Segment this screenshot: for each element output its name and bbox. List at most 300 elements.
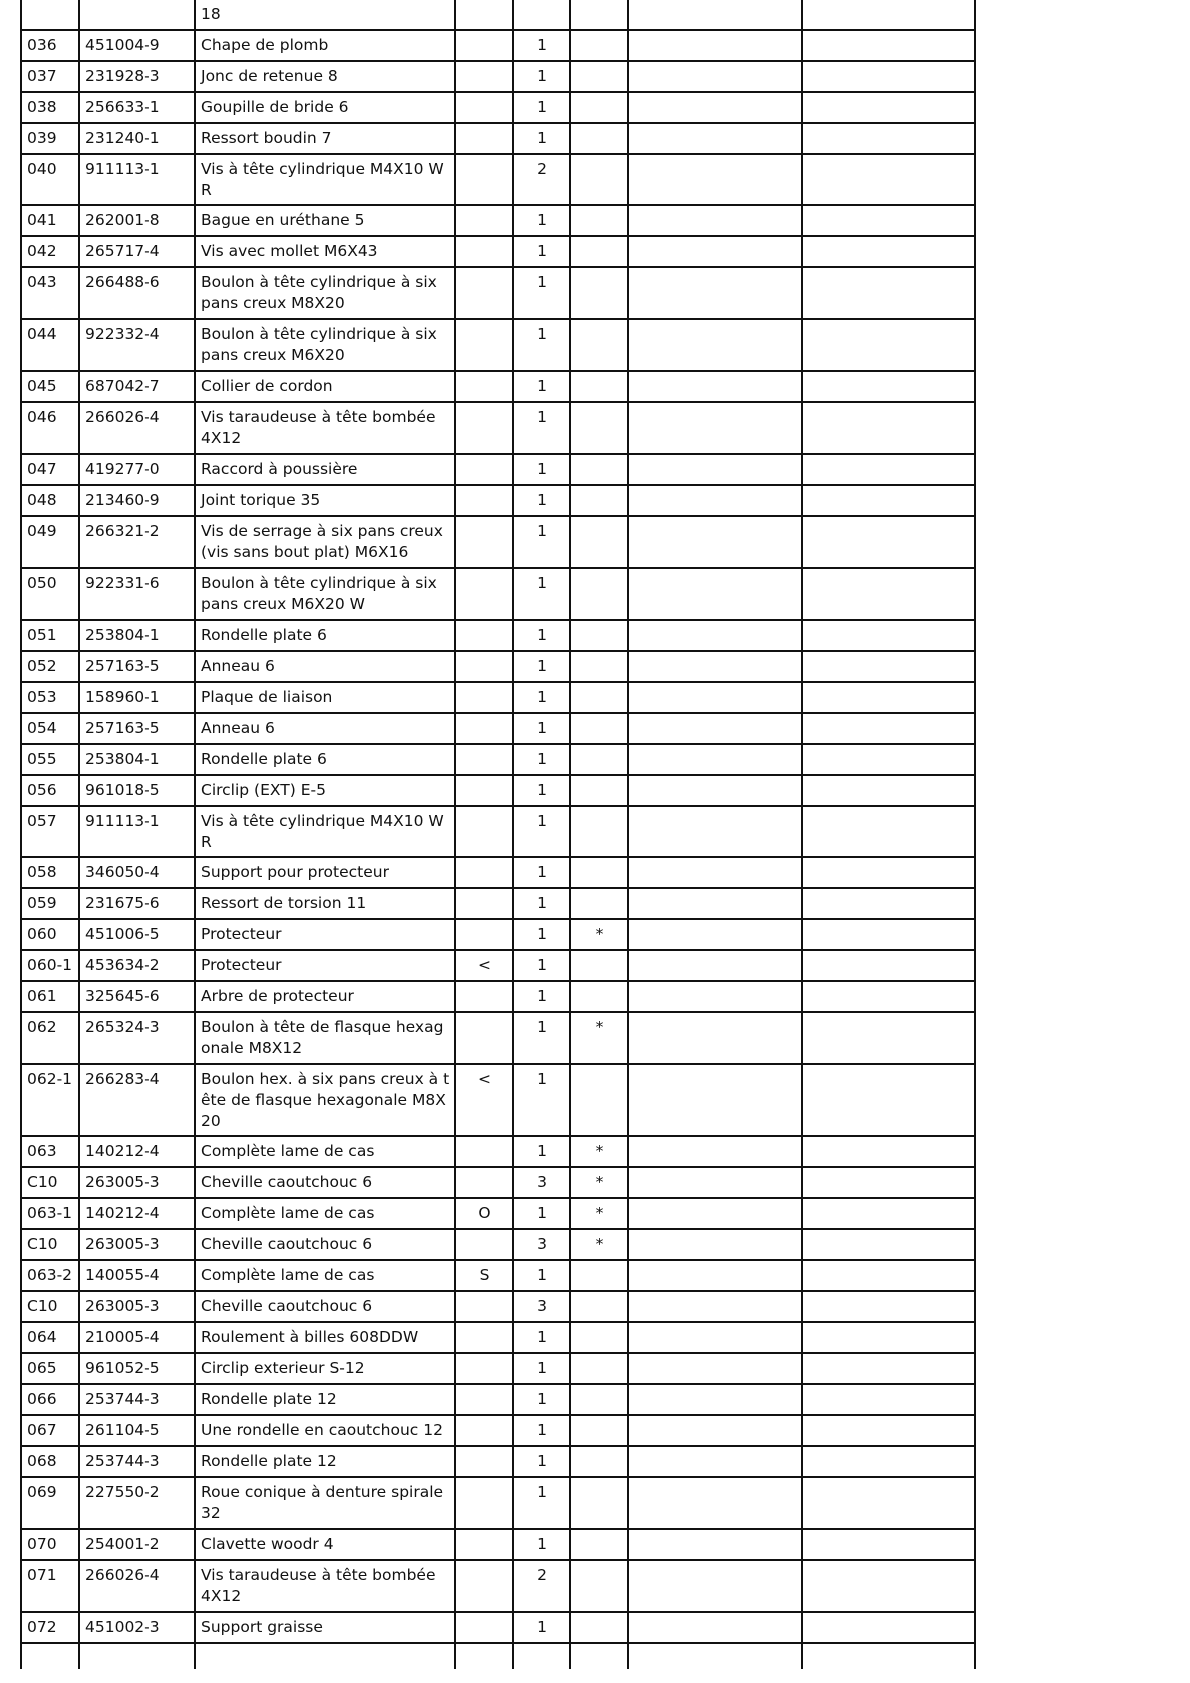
part-number-cell: 263005-3 bbox=[79, 1291, 195, 1322]
variant-code-cell bbox=[455, 682, 513, 713]
part-number-cell: 140212-4 bbox=[79, 1136, 195, 1167]
item-number-cell bbox=[21, 1643, 79, 1669]
table-row bbox=[21, 1012, 975, 1064]
mark-cell: * bbox=[570, 1012, 628, 1064]
description-cell: Complète lame de cas bbox=[195, 1136, 455, 1167]
table-row bbox=[21, 1415, 975, 1446]
empty-cell bbox=[802, 92, 975, 123]
part-number-cell: 213460-9 bbox=[79, 485, 195, 516]
description-cell: Roue conique à denture spirale 32 bbox=[195, 1477, 455, 1529]
item-number-cell: 067 bbox=[21, 1415, 79, 1446]
item-number-cell: 049 bbox=[21, 516, 79, 568]
empty-cell bbox=[628, 713, 802, 744]
description-cell: Cheville caoutchouc 6 bbox=[195, 1291, 455, 1322]
empty-cell bbox=[802, 1612, 975, 1643]
description-cell: Cheville caoutchouc 6 bbox=[195, 1229, 455, 1260]
empty-cell bbox=[628, 402, 802, 454]
item-number-cell: C10 bbox=[21, 1291, 79, 1322]
empty-cell bbox=[802, 744, 975, 775]
part-number-cell: 911113-1 bbox=[79, 154, 195, 205]
description-cell: Ressort de torsion 11 bbox=[195, 888, 455, 919]
empty-cell bbox=[628, 1477, 802, 1529]
empty-cell bbox=[628, 744, 802, 775]
description-cell: Rondelle plate 12 bbox=[195, 1384, 455, 1415]
part-number-cell: 262001-8 bbox=[79, 205, 195, 236]
item-number-cell: 058 bbox=[21, 857, 79, 888]
mark-cell bbox=[570, 485, 628, 516]
mark-cell bbox=[570, 205, 628, 236]
quantity-cell: 1 bbox=[513, 1136, 570, 1167]
variant-code-cell: < bbox=[455, 1064, 513, 1136]
item-number-cell: 062 bbox=[21, 1012, 79, 1064]
table-row bbox=[21, 516, 975, 568]
variant-code-cell bbox=[455, 1229, 513, 1260]
table-row bbox=[21, 92, 975, 123]
description-cell: Roulement à billes 608DDW bbox=[195, 1322, 455, 1353]
empty-cell bbox=[628, 0, 802, 30]
table-row bbox=[21, 651, 975, 682]
empty-cell bbox=[802, 806, 975, 857]
empty-cell bbox=[802, 620, 975, 651]
mark-cell bbox=[570, 1612, 628, 1643]
part-number-cell: 266488-6 bbox=[79, 267, 195, 319]
mark-cell bbox=[570, 454, 628, 485]
quantity-cell bbox=[513, 1643, 570, 1669]
quantity-cell: 2 bbox=[513, 154, 570, 205]
item-number-cell: 038 bbox=[21, 92, 79, 123]
part-number-cell: 253744-3 bbox=[79, 1446, 195, 1477]
part-number-cell: 922332-4 bbox=[79, 319, 195, 371]
empty-cell bbox=[628, 651, 802, 682]
empty-cell bbox=[628, 888, 802, 919]
item-number-cell: 037 bbox=[21, 61, 79, 92]
table-row bbox=[21, 744, 975, 775]
variant-code-cell bbox=[455, 1167, 513, 1198]
description-cell: Une rondelle en caoutchouc 12 bbox=[195, 1415, 455, 1446]
mark-cell bbox=[570, 516, 628, 568]
empty-cell bbox=[628, 1643, 802, 1669]
table-row bbox=[21, 30, 975, 61]
quantity-cell: 1 bbox=[513, 775, 570, 806]
item-number-cell: 046 bbox=[21, 402, 79, 454]
quantity-cell: 1 bbox=[513, 981, 570, 1012]
variant-code-cell bbox=[455, 568, 513, 620]
description-cell: Anneau 6 bbox=[195, 651, 455, 682]
quantity-cell: 3 bbox=[513, 1291, 570, 1322]
variant-code-cell bbox=[455, 1446, 513, 1477]
quantity-cell: 1 bbox=[513, 516, 570, 568]
quantity-cell: 1 bbox=[513, 30, 570, 61]
table-row bbox=[21, 775, 975, 806]
empty-cell bbox=[802, 981, 975, 1012]
table-row bbox=[21, 1198, 975, 1229]
empty-cell bbox=[802, 950, 975, 981]
mark-cell bbox=[570, 1064, 628, 1136]
table-row bbox=[21, 154, 975, 205]
quantity-cell: 1 bbox=[513, 744, 570, 775]
empty-cell bbox=[802, 371, 975, 402]
quantity-cell: 1 bbox=[513, 1384, 570, 1415]
item-number-cell: 045 bbox=[21, 371, 79, 402]
quantity-cell: 2 bbox=[513, 1560, 570, 1612]
empty-cell bbox=[628, 919, 802, 950]
table-row bbox=[21, 371, 975, 402]
empty-cell bbox=[628, 1353, 802, 1384]
quantity-cell: 1 bbox=[513, 1612, 570, 1643]
quantity-cell: 1 bbox=[513, 1446, 570, 1477]
quantity-cell: 1 bbox=[513, 888, 570, 919]
item-number-cell: 063 bbox=[21, 1136, 79, 1167]
description-cell: Boulon à tête de flasque hexagonale M8X12 bbox=[195, 1012, 455, 1064]
mark-cell bbox=[570, 857, 628, 888]
empty-cell bbox=[628, 806, 802, 857]
item-number-cell: 036 bbox=[21, 30, 79, 61]
parts-table bbox=[20, 0, 976, 1669]
description-cell: Ressort boudin 7 bbox=[195, 123, 455, 154]
empty-cell bbox=[802, 1229, 975, 1260]
part-number-cell: 253804-1 bbox=[79, 620, 195, 651]
item-number-cell: 050 bbox=[21, 568, 79, 620]
description-cell: Protecteur bbox=[195, 950, 455, 981]
parts-table-body bbox=[21, 0, 975, 1669]
variant-code-cell bbox=[455, 806, 513, 857]
item-number-cell: 056 bbox=[21, 775, 79, 806]
empty-cell bbox=[628, 454, 802, 485]
part-number-cell: 227550-2 bbox=[79, 1477, 195, 1529]
table-row bbox=[21, 888, 975, 919]
empty-cell bbox=[802, 205, 975, 236]
item-number-cell: 051 bbox=[21, 620, 79, 651]
quantity-cell: 1 bbox=[513, 485, 570, 516]
mark-cell: * bbox=[570, 1198, 628, 1229]
empty-cell bbox=[802, 61, 975, 92]
mark-cell bbox=[570, 371, 628, 402]
quantity-cell: 1 bbox=[513, 267, 570, 319]
quantity-cell: 1 bbox=[513, 806, 570, 857]
table-row bbox=[21, 1446, 975, 1477]
table-row bbox=[21, 857, 975, 888]
table-row bbox=[21, 1612, 975, 1643]
description-cell: Bague en uréthane 5 bbox=[195, 205, 455, 236]
description-cell: Protecteur bbox=[195, 919, 455, 950]
item-number-cell: 068 bbox=[21, 1446, 79, 1477]
empty-cell bbox=[628, 1198, 802, 1229]
empty-cell bbox=[628, 1012, 802, 1064]
mark-cell bbox=[570, 1446, 628, 1477]
empty-cell bbox=[628, 1612, 802, 1643]
empty-cell bbox=[628, 1529, 802, 1560]
table-row bbox=[21, 0, 975, 30]
table-row bbox=[21, 205, 975, 236]
mark-cell bbox=[570, 682, 628, 713]
mark-cell bbox=[570, 1643, 628, 1669]
item-number-cell: 059 bbox=[21, 888, 79, 919]
empty-cell bbox=[628, 1260, 802, 1291]
description-cell: Rondelle plate 6 bbox=[195, 620, 455, 651]
part-number-cell bbox=[79, 1643, 195, 1669]
quantity-cell bbox=[513, 0, 570, 30]
empty-cell bbox=[802, 1415, 975, 1446]
variant-code-cell bbox=[455, 92, 513, 123]
mark-cell bbox=[570, 0, 628, 30]
description-cell: Raccord à poussière bbox=[195, 454, 455, 485]
description-cell: Clavette woodr 4 bbox=[195, 1529, 455, 1560]
empty-cell bbox=[628, 1560, 802, 1612]
item-number-cell: 063-1 bbox=[21, 1198, 79, 1229]
mark-cell bbox=[570, 713, 628, 744]
quantity-cell: 1 bbox=[513, 236, 570, 267]
variant-code-cell bbox=[455, 30, 513, 61]
part-number-cell: 140055-4 bbox=[79, 1260, 195, 1291]
part-number-cell: 231240-1 bbox=[79, 123, 195, 154]
mark-cell bbox=[570, 775, 628, 806]
variant-code-cell bbox=[455, 1643, 513, 1669]
item-number-cell: 061 bbox=[21, 981, 79, 1012]
empty-cell bbox=[628, 1446, 802, 1477]
mark-cell: * bbox=[570, 1136, 628, 1167]
empty-cell bbox=[628, 205, 802, 236]
quantity-cell: 1 bbox=[513, 919, 570, 950]
variant-code-cell bbox=[455, 516, 513, 568]
table-row bbox=[21, 1260, 975, 1291]
description-cell: Anneau 6 bbox=[195, 713, 455, 744]
part-number-cell: 911113-1 bbox=[79, 806, 195, 857]
empty-cell bbox=[628, 1167, 802, 1198]
description-cell: Collier de cordon bbox=[195, 371, 455, 402]
mark-cell bbox=[570, 981, 628, 1012]
empty-cell bbox=[628, 92, 802, 123]
part-number-cell: 263005-3 bbox=[79, 1167, 195, 1198]
empty-cell bbox=[628, 30, 802, 61]
part-number-cell: 253744-3 bbox=[79, 1384, 195, 1415]
part-number-cell: 453634-2 bbox=[79, 950, 195, 981]
empty-cell bbox=[628, 1229, 802, 1260]
empty-cell bbox=[628, 123, 802, 154]
table-row bbox=[21, 236, 975, 267]
item-number-cell: 054 bbox=[21, 713, 79, 744]
mark-cell bbox=[570, 1415, 628, 1446]
mark-cell bbox=[570, 30, 628, 61]
quantity-cell: 1 bbox=[513, 1322, 570, 1353]
empty-cell bbox=[628, 775, 802, 806]
table-row bbox=[21, 123, 975, 154]
empty-cell bbox=[628, 981, 802, 1012]
mark-cell bbox=[570, 123, 628, 154]
quantity-cell: 1 bbox=[513, 1477, 570, 1529]
variant-code-cell bbox=[455, 485, 513, 516]
mark-cell bbox=[570, 92, 628, 123]
mark-cell bbox=[570, 1477, 628, 1529]
empty-cell bbox=[802, 267, 975, 319]
description-cell: Vis taraudeuse à tête bombée 4X12 bbox=[195, 402, 455, 454]
empty-cell bbox=[802, 651, 975, 682]
quantity-cell: 1 bbox=[513, 1415, 570, 1446]
table-row bbox=[21, 61, 975, 92]
mark-cell bbox=[570, 236, 628, 267]
part-number-cell: 257163-5 bbox=[79, 651, 195, 682]
description-cell: Support graisse bbox=[195, 1612, 455, 1643]
description-cell: Support pour protecteur bbox=[195, 857, 455, 888]
empty-cell bbox=[802, 1167, 975, 1198]
quantity-cell: 1 bbox=[513, 92, 570, 123]
variant-code-cell bbox=[455, 0, 513, 30]
empty-cell bbox=[802, 1353, 975, 1384]
quantity-cell: 1 bbox=[513, 1260, 570, 1291]
variant-code-cell bbox=[455, 651, 513, 682]
variant-code-cell bbox=[455, 371, 513, 402]
empty-cell bbox=[802, 1384, 975, 1415]
empty-cell bbox=[628, 1415, 802, 1446]
part-number-cell: 266026-4 bbox=[79, 402, 195, 454]
mark-cell bbox=[570, 950, 628, 981]
variant-code-cell bbox=[455, 267, 513, 319]
quantity-cell: 3 bbox=[513, 1167, 570, 1198]
mark-cell bbox=[570, 1353, 628, 1384]
part-number-cell: 210005-4 bbox=[79, 1322, 195, 1353]
description-cell: Circlip (EXT) E-5 bbox=[195, 775, 455, 806]
variant-code-cell bbox=[455, 154, 513, 205]
description-cell: Vis de serrage à six pans creux (vis sans bout plat) M6X16 bbox=[195, 516, 455, 568]
part-number-cell: 419277-0 bbox=[79, 454, 195, 485]
table-row bbox=[21, 981, 975, 1012]
item-number-cell: 066 bbox=[21, 1384, 79, 1415]
mark-cell bbox=[570, 1529, 628, 1560]
variant-code-cell bbox=[455, 620, 513, 651]
description-cell: Chape de plomb bbox=[195, 30, 455, 61]
variant-code-cell: < bbox=[455, 950, 513, 981]
item-number-cell: 040 bbox=[21, 154, 79, 205]
mark-cell bbox=[570, 806, 628, 857]
mark-cell bbox=[570, 402, 628, 454]
item-number-cell: 039 bbox=[21, 123, 79, 154]
variant-code-cell bbox=[455, 1384, 513, 1415]
empty-cell bbox=[628, 568, 802, 620]
mark-cell: * bbox=[570, 1229, 628, 1260]
table-row bbox=[21, 454, 975, 485]
mark-cell bbox=[570, 1322, 628, 1353]
empty-cell bbox=[802, 0, 975, 30]
table-row bbox=[21, 319, 975, 371]
description-cell: Complète lame de cas bbox=[195, 1260, 455, 1291]
quantity-cell: 1 bbox=[513, 713, 570, 744]
mark-cell bbox=[570, 267, 628, 319]
table-row bbox=[21, 267, 975, 319]
part-number-cell: 922331-6 bbox=[79, 568, 195, 620]
mark-cell bbox=[570, 651, 628, 682]
quantity-cell: 1 bbox=[513, 1198, 570, 1229]
item-number-cell: 064 bbox=[21, 1322, 79, 1353]
part-number-cell: 261104-5 bbox=[79, 1415, 195, 1446]
item-number-cell: 069 bbox=[21, 1477, 79, 1529]
quantity-cell: 1 bbox=[513, 61, 570, 92]
description-cell bbox=[195, 1643, 455, 1669]
item-number-cell: 057 bbox=[21, 806, 79, 857]
variant-code-cell bbox=[455, 919, 513, 950]
description-cell: Rondelle plate 6 bbox=[195, 744, 455, 775]
empty-cell bbox=[802, 682, 975, 713]
variant-code-cell: S bbox=[455, 1260, 513, 1291]
empty-cell bbox=[628, 1384, 802, 1415]
table-row bbox=[21, 682, 975, 713]
item-number-cell bbox=[21, 0, 79, 30]
variant-code-cell bbox=[455, 1612, 513, 1643]
table-row bbox=[21, 485, 975, 516]
part-number-cell: 254001-2 bbox=[79, 1529, 195, 1560]
empty-cell bbox=[628, 319, 802, 371]
empty-cell bbox=[628, 620, 802, 651]
variant-code-cell bbox=[455, 857, 513, 888]
empty-cell bbox=[628, 371, 802, 402]
empty-cell bbox=[802, 919, 975, 950]
item-number-cell: C10 bbox=[21, 1229, 79, 1260]
mark-cell bbox=[570, 1384, 628, 1415]
item-number-cell: 070 bbox=[21, 1529, 79, 1560]
empty-cell bbox=[802, 713, 975, 744]
mark-cell bbox=[570, 1560, 628, 1612]
description-cell: Vis à tête cylindrique M4X10 WR bbox=[195, 154, 455, 205]
mark-cell bbox=[570, 154, 628, 205]
item-number-cell: 044 bbox=[21, 319, 79, 371]
quantity-cell: 1 bbox=[513, 682, 570, 713]
part-number-cell: 266026-4 bbox=[79, 1560, 195, 1612]
part-number-cell: 265324-3 bbox=[79, 1012, 195, 1064]
part-number-cell: 451006-5 bbox=[79, 919, 195, 950]
part-number-cell: 266321-2 bbox=[79, 516, 195, 568]
variant-code-cell bbox=[455, 713, 513, 744]
empty-cell bbox=[628, 1064, 802, 1136]
item-number-cell: 047 bbox=[21, 454, 79, 485]
empty-cell bbox=[628, 682, 802, 713]
part-number-cell: 325645-6 bbox=[79, 981, 195, 1012]
quantity-cell: 1 bbox=[513, 857, 570, 888]
description-cell: Plaque de liaison bbox=[195, 682, 455, 713]
empty-cell bbox=[628, 267, 802, 319]
description-cell: Goupille de bride 6 bbox=[195, 92, 455, 123]
description-cell: Vis à tête cylindrique M4X10 WR bbox=[195, 806, 455, 857]
quantity-cell: 1 bbox=[513, 620, 570, 651]
description-cell: Boulon hex. à six pans creux à tête de flasque hexagonale M8X20 bbox=[195, 1064, 455, 1136]
description-cell: Rondelle plate 12 bbox=[195, 1446, 455, 1477]
mark-cell bbox=[570, 1260, 628, 1291]
variant-code-cell bbox=[455, 1529, 513, 1560]
empty-cell bbox=[802, 516, 975, 568]
part-number-cell: 451004-9 bbox=[79, 30, 195, 61]
description-cell: Cheville caoutchouc 6 bbox=[195, 1167, 455, 1198]
mark-cell bbox=[570, 620, 628, 651]
empty-cell bbox=[802, 1291, 975, 1322]
variant-code-cell bbox=[455, 775, 513, 806]
table-row bbox=[21, 1136, 975, 1167]
empty-cell bbox=[802, 1260, 975, 1291]
empty-cell bbox=[628, 1291, 802, 1322]
part-number-cell: 687042-7 bbox=[79, 371, 195, 402]
empty-cell bbox=[802, 775, 975, 806]
description-cell: Boulon à tête cylindrique à six pans creux M8X20 bbox=[195, 267, 455, 319]
item-number-cell: 043 bbox=[21, 267, 79, 319]
variant-code-cell bbox=[455, 1136, 513, 1167]
description-cell: Jonc de retenue 8 bbox=[195, 61, 455, 92]
quantity-cell: 1 bbox=[513, 205, 570, 236]
empty-cell bbox=[628, 236, 802, 267]
item-number-cell: 071 bbox=[21, 1560, 79, 1612]
item-number-cell: 060-1 bbox=[21, 950, 79, 981]
item-number-cell: 062-1 bbox=[21, 1064, 79, 1136]
quantity-cell: 1 bbox=[513, 651, 570, 682]
description-cell: Joint torique 35 bbox=[195, 485, 455, 516]
empty-cell bbox=[628, 950, 802, 981]
table-row bbox=[21, 1229, 975, 1260]
variant-code-cell bbox=[455, 981, 513, 1012]
